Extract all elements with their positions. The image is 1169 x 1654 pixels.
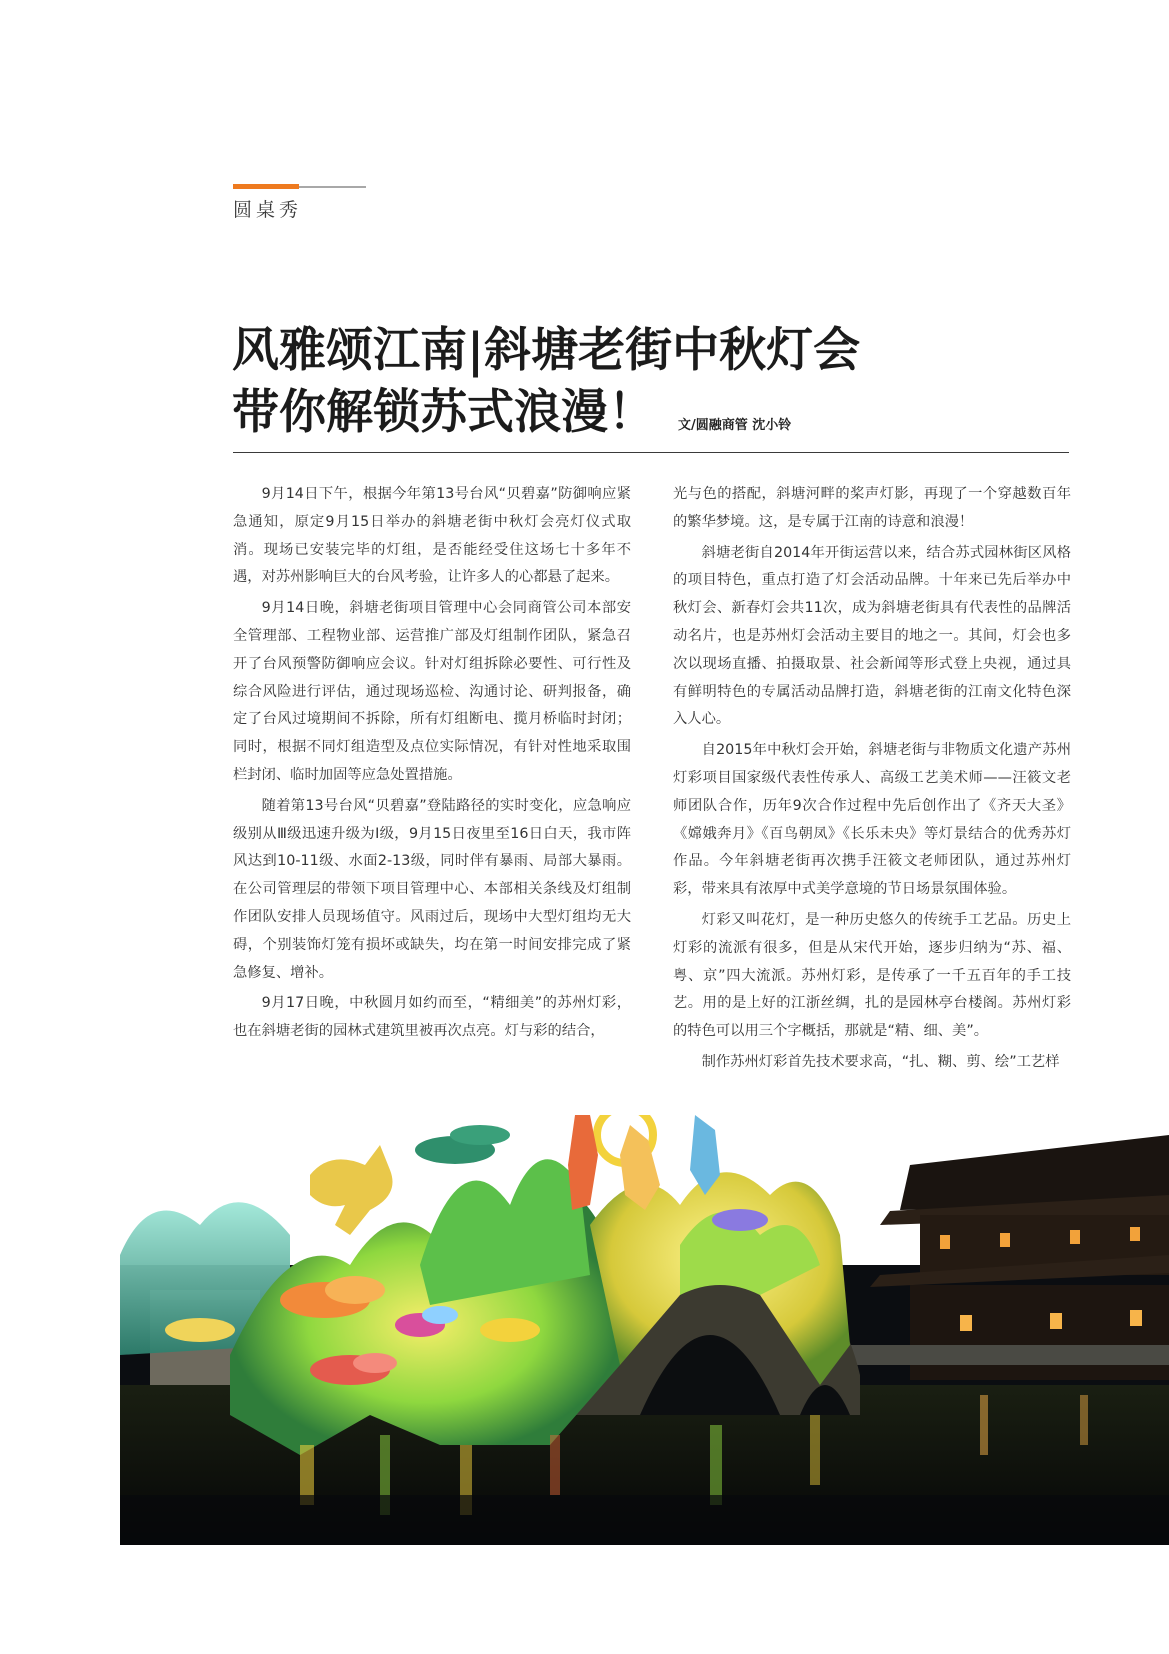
section-accent-bar xyxy=(233,184,299,189)
lantern-bridge-photo xyxy=(120,1115,1169,1545)
article-title-line-1: 风雅颂江南|斜塘老街中秋灯会 xyxy=(232,323,861,378)
paragraph: 9月14日下午，根据今年第13号台风“贝碧嘉”防御响应紧急通知，原定9月15日举办的斜塘老街中秋灯会亮灯仪式取消。现场已安装完毕的灯组，是否能经受住这场七十多年不遇，对苏州影响巨大的台风考验，让许多人的心都悬了起来。 xyxy=(233,486,631,586)
section-label: 圆桌秀 xyxy=(233,199,303,221)
paragraph: 制作苏州灯彩首先技术要求高，“扎、糊、剪、绘”工艺样 xyxy=(701,1053,1060,1070)
paragraph: 随着第13号台风“贝碧嘉”登陆路径的实时变化，应急响应级别从Ⅲ级迅速升级为Ⅰ级，9月15日夜里至16日白天，我市阵风达到10-11级、水面2-13级，同时伴有暴雨、局部大暴雨。在公司管理层的带领下项目管理中心、本部相关条线及灯组制作团队安排人员现场值守。风雨过后，现场中大型灯组均无大碍，个别装饰灯笼有损坏或缺失，均在第一时间安排完成了紧急修复、增补。 xyxy=(233,797,631,981)
paragraph: 9月17日晚，中秋圆月如约而至，“精细美”的苏州灯彩，也在斜塘老街的园林式建筑里被再次点亮。灯与彩的结合， xyxy=(233,995,631,1040)
article-byline: 文/圆融商管 沈小铃 xyxy=(678,418,792,433)
article-title xyxy=(232,320,992,444)
paragraph: 光与色的搭配，斜塘河畔的桨声灯影，再现了一个穿越数百年的繁华梦境。这，是专属于江南的诗意和浪漫！ xyxy=(673,486,1071,530)
body-column-left xyxy=(233,481,631,1049)
paragraph: 自2015年中秋灯会开始，斜塘老街与非物质文化遗产苏州灯彩项目国家级代表性传承人、高级工艺美术师——汪筱文老师团队合作，历年9次合作过程中先后创作出了《齐天大圣》《嫦娥奔月》《百鸟朝凤》《长乐未央》等灯景结合的优秀苏灯作品。今年斜塘老街再次携手汪筱文老师团队，通过苏州灯彩，带来具有浓厚中式美学意境的节日场景氛围体验。 xyxy=(673,742,1071,898)
paragraph: 9月14日晚，斜塘老街项目管理中心会同商管公司本部安全管理部、工程物业部、运营推广部及灯组制作团队，紧急召开了台风预警防御响应会议。针对灯组拆除必要性、可行性及综合风险进行评估，通过现场巡检、沟通讨论、研判报备，确定了台风过境期间不拆除，所有灯组断电、揽月桥临时封闭；同时，根据不同灯组造型及点位实际情况，有针对性地采取围栏封闭、临时加固等应急处置措施。 xyxy=(233,600,631,783)
paragraph: 灯彩又叫花灯，是一种历史悠久的传统手工艺品。历史上灯彩的流派有很多，但是从宋代开始，逐步归纳为“苏、福、粤、京”四大流派。苏州灯彩，是传承了一千五百年的手工技艺。用的是上好的江浙丝绸，扎的是园林亭台楼阁。苏州灯彩的特色可以用三个字概括，那就是“精、细、美”。 xyxy=(673,911,1071,1040)
paragraph: 斜塘老街自2014年开街运营以来，结合苏式园林街区风格的项目特色，重点打造了灯会活动品牌。十年来已先后举办中秋灯会、新春灯会共11次，成为斜塘老街具有代表性的品牌活动名片，也是苏州灯会活动主要目的地之一。其间，灯会也多次以现场直播、拍摄取景、社会新闻等形式登上央视，通过具有鲜明特色的专属活动品牌打造，斜塘老街的江南文化特色深入人心。 xyxy=(673,544,1071,728)
article-title-line-2: 带你解锁苏式浪漫！ xyxy=(232,385,655,440)
lantern-bridge-illustration xyxy=(120,1115,1169,1545)
body-column-right xyxy=(673,481,1071,1080)
title-divider xyxy=(233,452,1069,453)
